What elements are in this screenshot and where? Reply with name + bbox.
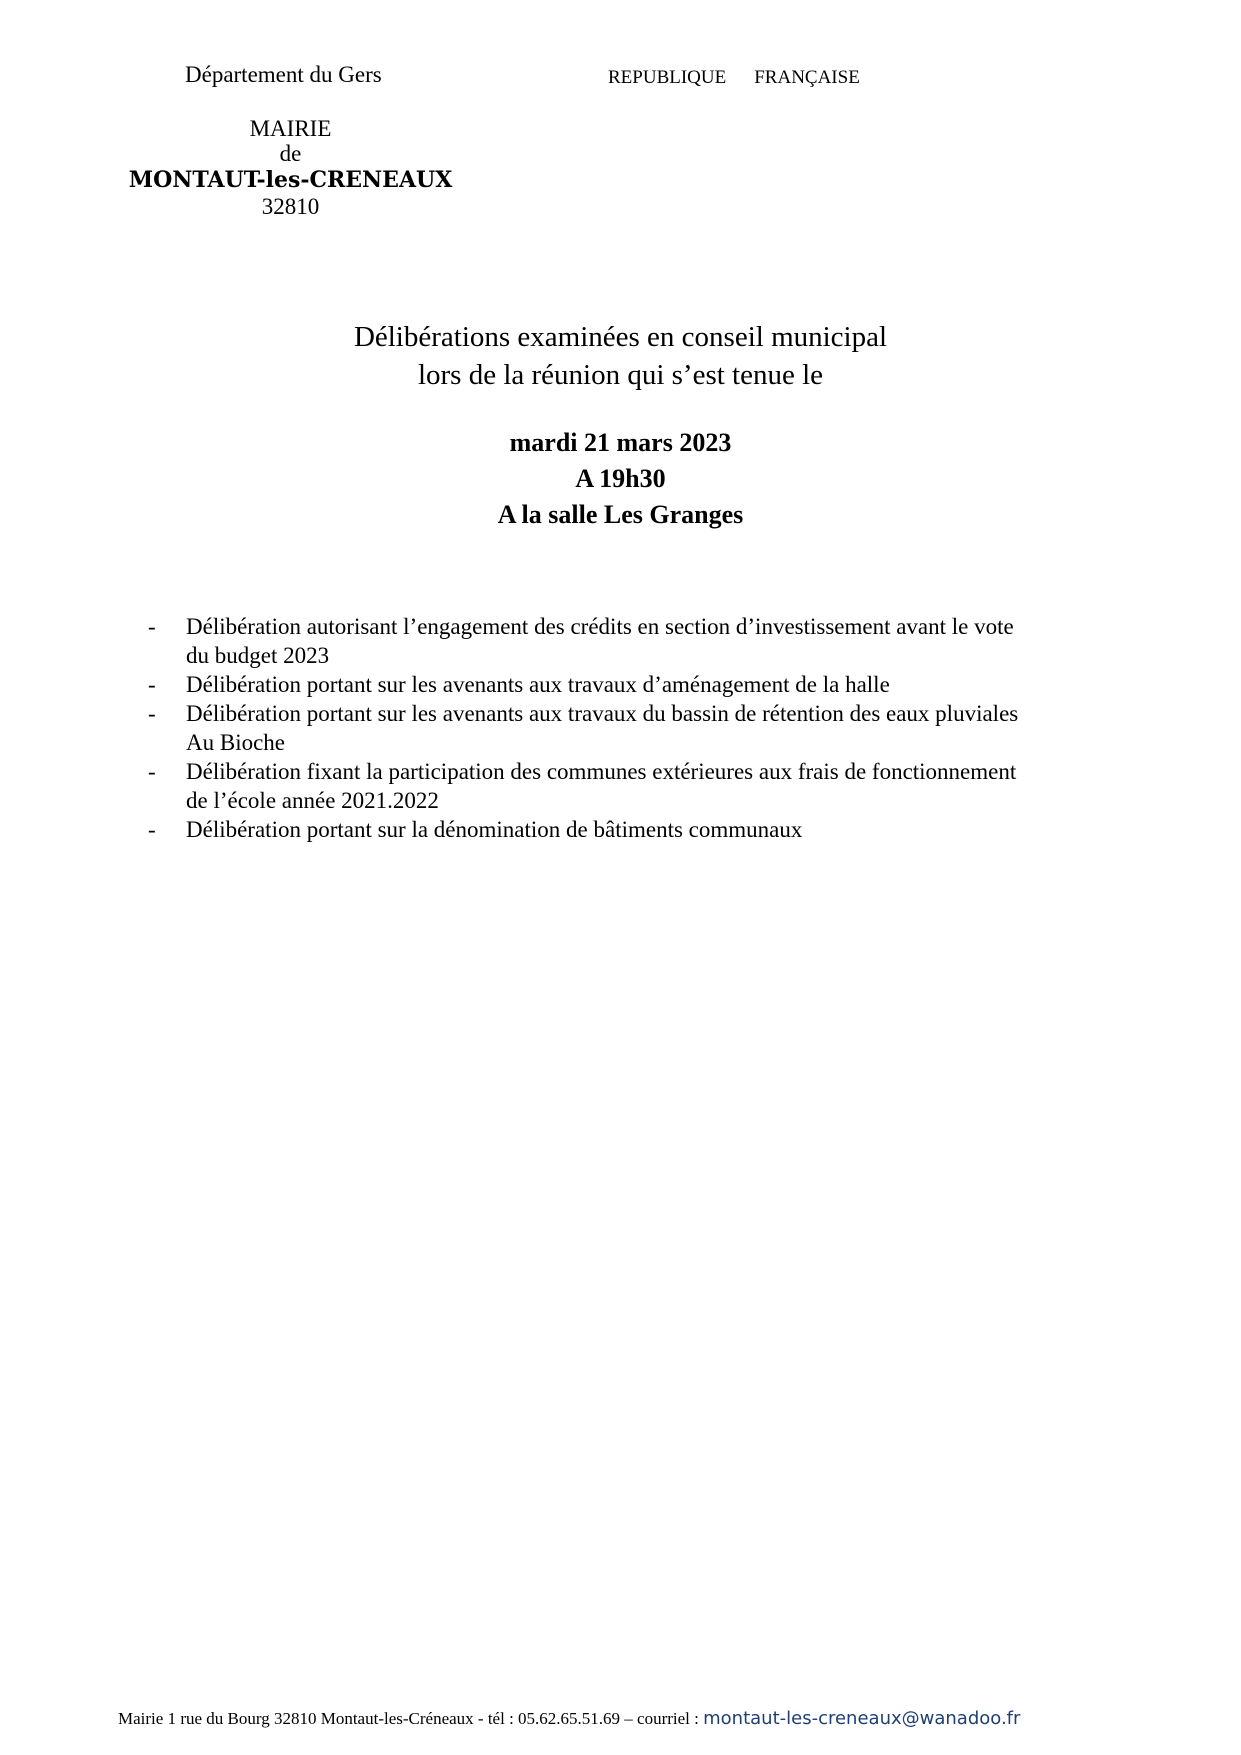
list-item-line: Délibération portant sur les avenants aux travaux d’aménagement de la halle — [186, 672, 890, 697]
francaise-word: FRANÇAISE — [754, 67, 860, 88]
list-bullet: - — [148, 614, 156, 639]
de-label: de — [279, 141, 302, 166]
title-line-2: lors de la réunion qui s’est tenue le — [417, 359, 824, 391]
deliberations-list — [146, 612, 1101, 844]
meeting-date: mardi 21 mars 2023 — [509, 428, 732, 457]
document-title — [0, 318, 1241, 394]
list-item-line: Délibération portant sur la dénomination de bâtiments communaux — [186, 817, 803, 842]
list-bullet: - — [148, 759, 156, 784]
list-item-line: Délibération fixant la participation des communes extérieures aux frais de fonctionnement — [186, 759, 1017, 784]
list-item — [146, 699, 1101, 757]
republic-heading — [608, 67, 860, 89]
meeting-info — [0, 425, 1241, 533]
department-label: Département du Gers — [185, 62, 382, 87]
republic-word: REPUBLIQUE — [608, 67, 727, 88]
footer-address: Mairie 1 rue du Bourg 32810 Montaut-les-Créneaux - tél : 05.62.65.51.69 – courriel : — [118, 1709, 704, 1728]
list-item — [146, 757, 1101, 815]
list-item — [146, 815, 1101, 844]
list-item-line: du budget 2023 — [186, 643, 330, 668]
meeting-place: A la salle Les Granges — [497, 500, 744, 529]
list-bullet: - — [148, 701, 156, 726]
list-item-line: Délibération portant sur les avenants aux travaux du bassin de rétention des eaux pluviales — [186, 701, 1019, 726]
postcode: 32810 — [261, 194, 320, 219]
list-item — [146, 612, 1101, 670]
mairie-label: MAIRIE — [249, 116, 332, 141]
list-item — [146, 670, 1101, 699]
list-bullet: - — [148, 817, 156, 842]
meeting-time: A 19h30 — [575, 464, 666, 493]
list-item-line: Au Bioche — [186, 730, 286, 755]
title-line-1: Délibérations examinées en conseil municipal — [353, 321, 888, 353]
town-name: MONTAUT-les-CRENEAUX — [128, 167, 453, 193]
list-item-line: Délibération autorisant l’engagement des crédits en section d’investissement avant le vote — [186, 614, 1014, 639]
list-bullet: - — [148, 672, 156, 697]
footer-email-link[interactable]: montaut-les-creneaux@wanadoo.fr — [703, 1708, 1021, 1729]
footer — [118, 1708, 1020, 1729]
mairie-block — [118, 116, 463, 219]
list-item-line: de l’école année 2021.2022 — [186, 788, 439, 813]
